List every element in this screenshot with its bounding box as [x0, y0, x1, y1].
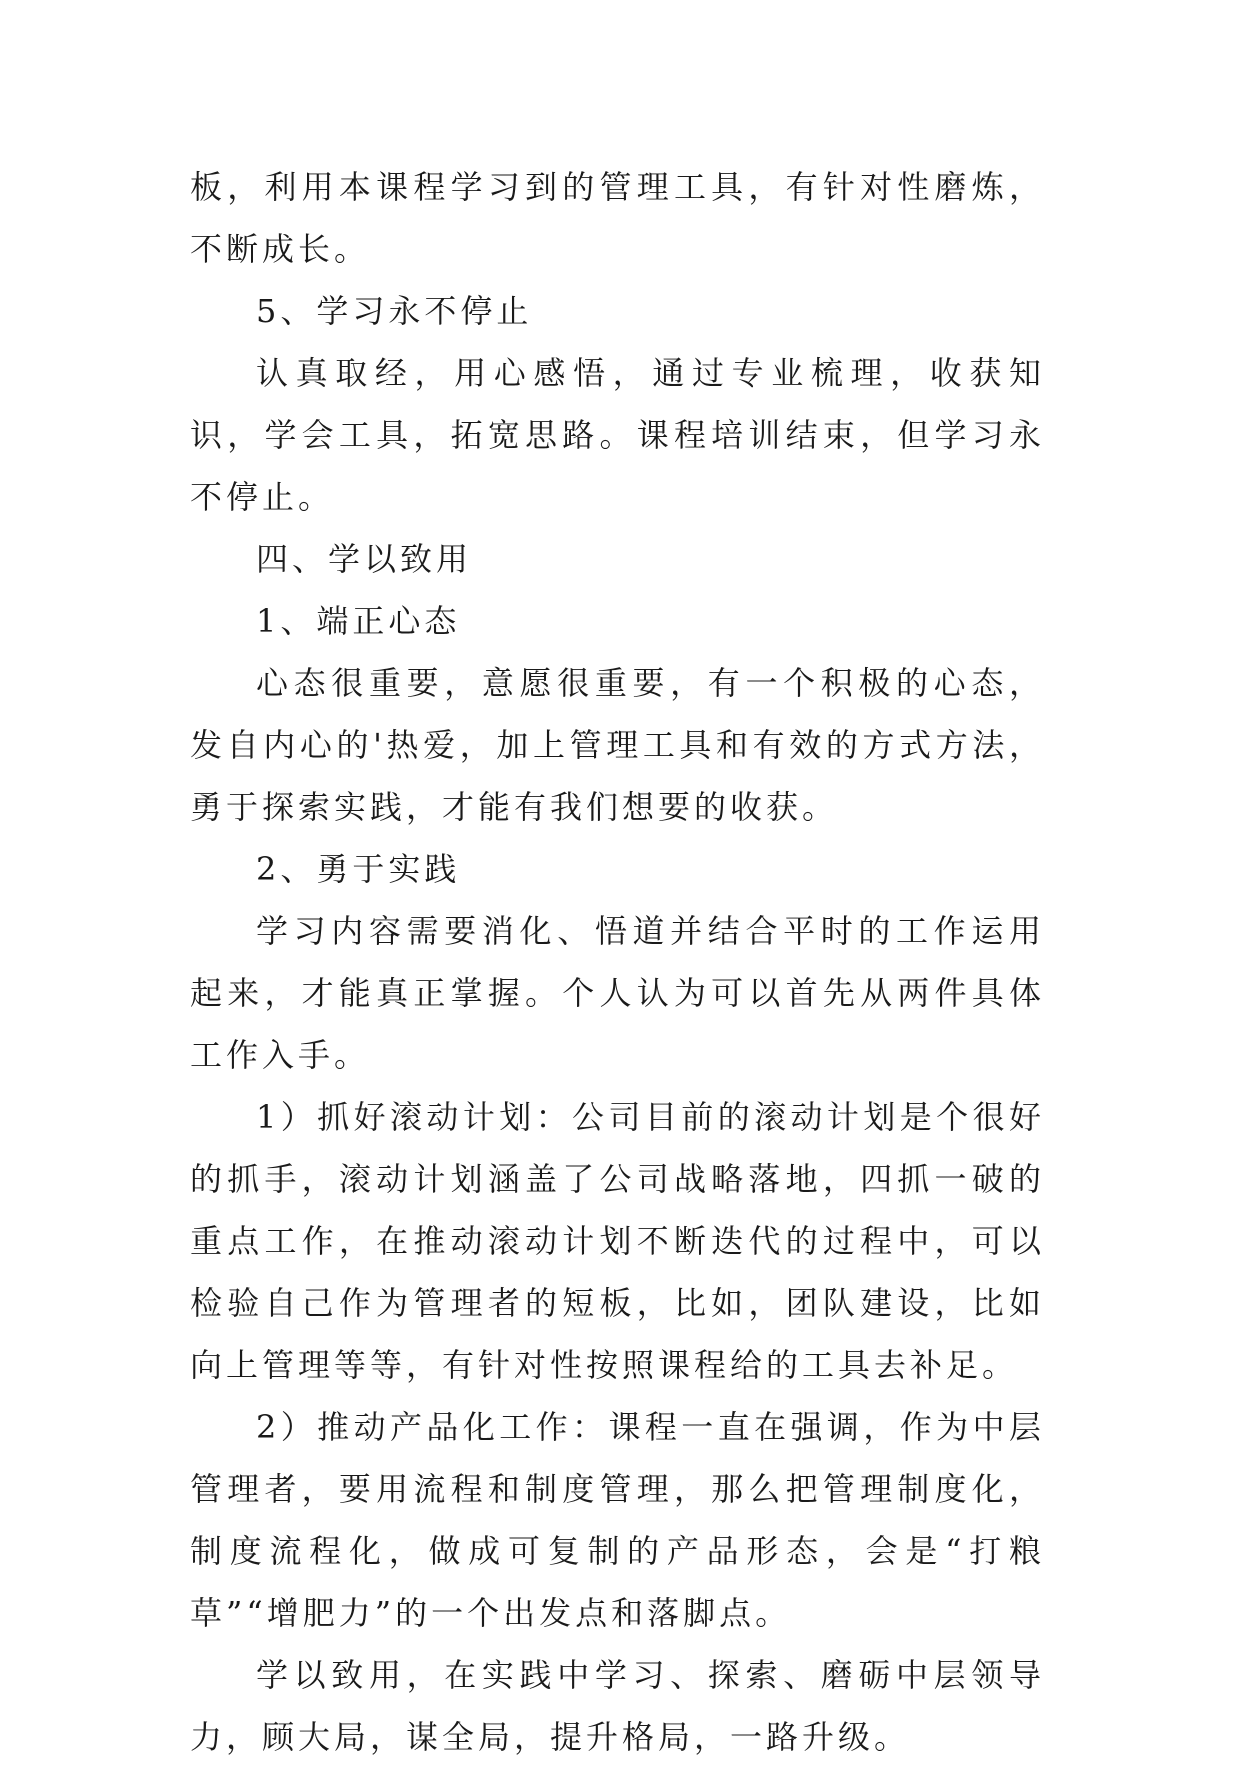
- paragraph: 心态很重要，意愿很重要，有一个积极的心态，发自内心的'热爱，加上管理工具和有效的方式方法，勇于探索实践，才能有我们想要的收获。: [190, 664, 1045, 826]
- heading-learning-never-stops: 5、学习永不停止: [256, 292, 533, 330]
- heading-correct-mindset: 1、端正心态: [256, 602, 461, 640]
- heading-dare-to-practice: 2、勇于实践: [256, 850, 461, 888]
- paragraph-continuation: 板，利用本课程学习到的管理工具，有针对性磨炼，不断成长。: [190, 168, 1045, 268]
- paragraph-productization: 2）推动产品化工作：课程一直在强调，作为中层管理者，要用流程和制度管理，那么把管理制度化，制度流程化，做成可复制的产品形态，会是“打粮草”“增肥力”的一个出发点和落脚点。: [190, 1408, 1045, 1632]
- document-body: [190, 156, 1045, 1768]
- paragraph: 认真取经，用心感悟，通过专业梳理，收获知识，学会工具，拓宽思路。课程培训结束，但学习永不停止。: [190, 354, 1045, 516]
- section-heading-apply-learning: 四、学以致用: [256, 540, 473, 578]
- paragraph-rolling-plan: 1）抓好滚动计划：公司目前的滚动计划是个很好的抓手，滚动计划涵盖了公司战略落地，四抓一破的重点工作，在推动滚动计划不断迭代的过程中，可以检验自己作为管理者的短板，比如，团队建设，比如向上管理等等，有针对性按照课程给的工具去补足。: [190, 1098, 1045, 1384]
- paragraph: 学习内容需要消化、悟道并结合平时的工作运用起来，才能真正掌握。个人认为可以首先从两件具体工作入手。: [190, 912, 1045, 1074]
- paragraph-conclusion: 学以致用，在实践中学习、探索、磨砺中层领导力，顾大局，谋全局，提升格局，一路升级。: [190, 1656, 1045, 1756]
